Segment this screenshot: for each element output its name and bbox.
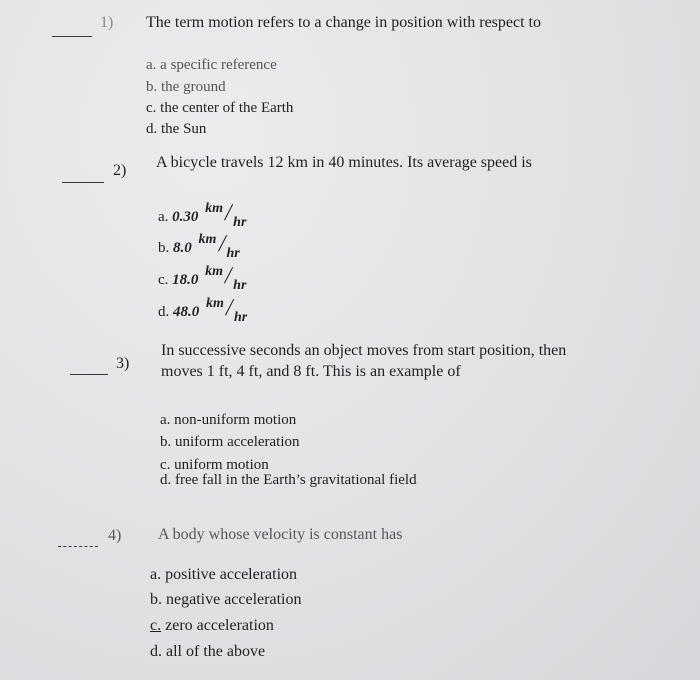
- fraction-slash: /: [216, 231, 228, 257]
- question-stem: [146, 12, 541, 33]
- unit-fraction: [205, 263, 253, 294]
- question-stem: [161, 340, 566, 382]
- answer-blank-2[interactable]: [62, 182, 104, 183]
- option-a: [158, 200, 253, 231]
- unit-denominator: hr: [226, 246, 240, 261]
- option-value: 0.30: [172, 209, 199, 225]
- answer-blank-1[interactable]: [52, 36, 92, 37]
- unit-fraction: [206, 295, 254, 326]
- question-number: 2): [113, 162, 127, 179]
- option-b: b. the ground: [146, 79, 226, 95]
- option-text: negative acceleration: [166, 591, 302, 608]
- option-d: d. the Sun: [146, 121, 207, 137]
- question-number: 3): [116, 355, 130, 372]
- question-number: 4): [108, 527, 122, 544]
- option-letter: b.: [158, 240, 170, 256]
- unit-denominator: hr: [233, 278, 247, 293]
- answer-blank-3[interactable]: [70, 374, 108, 375]
- fraction-slash: /: [222, 263, 235, 289]
- stem-line: A bicycle travels 12 km in 40 minutes. Its average speed is: [156, 154, 532, 171]
- unit-fraction: [198, 231, 247, 262]
- question-stem: [156, 152, 532, 173]
- option-d: [158, 295, 254, 326]
- option-letter: c.: [150, 617, 162, 634]
- option-text: zero acceleration: [165, 617, 274, 634]
- stem-line: moves 1 ft, 4 ft, and 8 ft. This is an example of: [161, 363, 461, 380]
- option-a: a. a specific reference: [146, 57, 277, 73]
- option-letter: b.: [150, 591, 162, 608]
- stem-line: A body whose velocity is constant has: [158, 526, 403, 543]
- unit-fraction: [205, 200, 253, 231]
- option-b: [158, 231, 247, 262]
- unit-denominator: hr: [233, 215, 247, 230]
- option-d: d. free fall in the Earth’s gravitational field: [160, 472, 417, 488]
- question-stem: [158, 524, 402, 545]
- option-letter: c.: [158, 272, 169, 288]
- stem-line: In successive seconds an object moves from start position, then: [161, 342, 567, 359]
- option-a: [150, 566, 297, 584]
- option-letter: a.: [158, 209, 169, 225]
- option-c: c. uniform motion: [160, 457, 269, 473]
- option-value: 8.0: [173, 240, 192, 256]
- unit-numerator: km: [206, 296, 224, 311]
- option-letter: d.: [158, 304, 170, 320]
- option-letter: d.: [150, 643, 162, 660]
- option-d: [150, 643, 265, 661]
- option-a: a. non-uniform motion: [160, 412, 297, 428]
- option-c: [150, 617, 274, 635]
- option-value: 18.0: [172, 272, 199, 288]
- unit-numerator: km: [205, 201, 224, 216]
- fraction-slash: /: [223, 295, 236, 321]
- stem-line: The term motion refers to a change in position with respect to: [146, 14, 541, 31]
- answer-blank-4[interactable]: [58, 546, 98, 547]
- option-value: 48.0: [173, 304, 200, 320]
- unit-denominator: hr: [234, 310, 248, 325]
- fraction-slash: /: [222, 200, 235, 226]
- unit-numerator: km: [205, 264, 224, 279]
- option-text: all of the above: [166, 643, 266, 660]
- question-number: 1): [100, 14, 114, 31]
- option-b: b. uniform acceleration: [160, 434, 300, 450]
- option-c: c. the center of the Earth: [146, 100, 294, 116]
- option-letter: a.: [150, 566, 162, 583]
- unit-numerator: km: [198, 232, 217, 247]
- option-b: [150, 591, 301, 609]
- option-text: positive acceleration: [165, 566, 298, 583]
- option-c: [158, 263, 253, 294]
